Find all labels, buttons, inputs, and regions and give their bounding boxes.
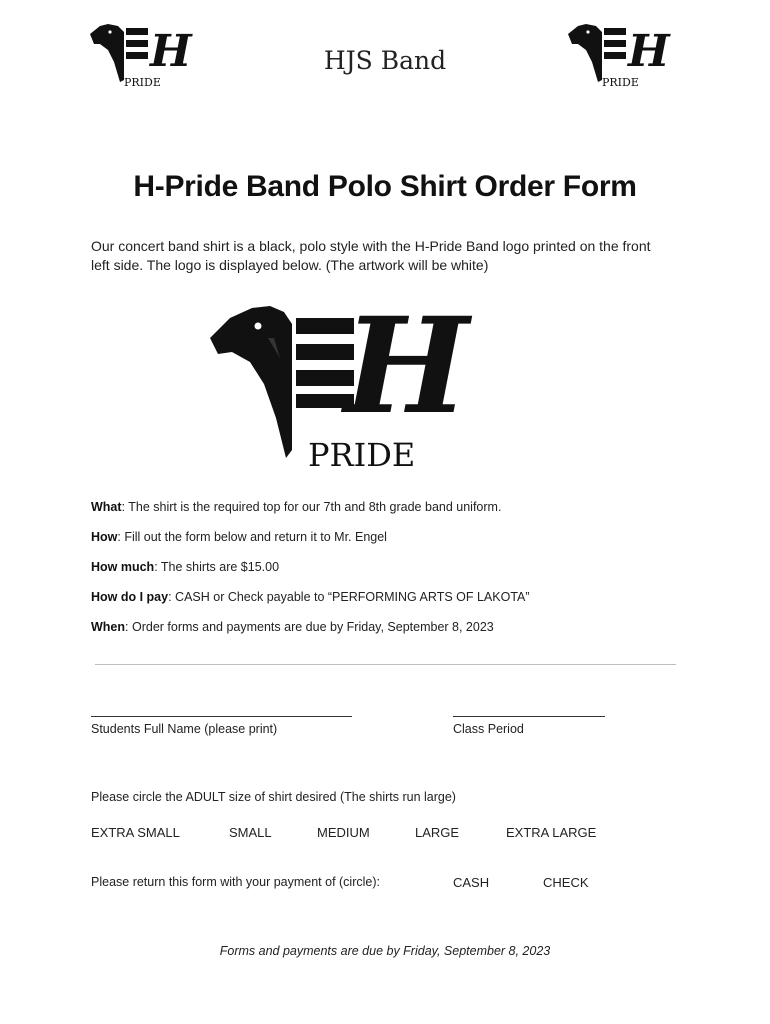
hpride-logo-large [208,298,502,474]
section-divider [95,664,676,665]
info-label: How much [91,560,155,574]
size-option-extra-large[interactable]: EXTRA LARGE [506,825,597,840]
info-text: : The shirt is the required top for our 7th and 8th grade band uniform. [121,500,502,514]
logo-h-letter: H [344,298,469,444]
size-option-medium[interactable]: MEDIUM [317,825,370,840]
info-when [91,620,494,634]
info-text: : Order forms and payments are due by Friday, September 8, 2023 [125,620,494,634]
info-how [91,530,387,544]
class-period-label: Class Period [453,722,524,736]
info-label: How [91,530,118,544]
payment-option-cash[interactable]: CASH [453,875,490,890]
info-what [91,500,501,514]
size-option-small[interactable]: SMALL [229,825,272,840]
logo-pride-text-right: PRIDE [602,76,639,89]
info-label: When [91,620,126,634]
size-option-extra-small[interactable]: EXTRA SMALL [91,825,180,840]
student-name-field[interactable] [91,716,352,717]
svg-text:H: H [150,26,192,77]
footer-note: Forms and payments are due by Friday, September 8, 2023 [219,944,551,958]
svg-text:H: H [628,26,670,77]
info-how-pay [91,590,530,604]
student-name-label: Students Full Name (please print) [91,722,278,736]
hpride-logo-right [566,22,680,92]
size-option-large[interactable]: LARGE [415,825,460,840]
info-how-much [91,560,279,574]
size-prompt: Please circle the ADULT size of shirt desired (The shirts run large) [91,790,456,804]
info-text: : CASH or Check payable to “PERFORMING ARTS OF LAKOTA” [168,590,530,604]
info-text: : Fill out the form below and return it to Mr. Engel [117,530,387,544]
payment-option-check[interactable]: CHECK [543,875,589,890]
intro-paragraph: Our concert band shirt is a black, polo style with the H-Pride Band logo printed on the front left side. The logo is displayed below. (The artwork will be white) [91,238,651,273]
payment-prompt: Please return this form with your payment of (circle): [91,875,380,889]
class-period-field[interactable] [453,716,605,717]
logo-pride-text: PRIDE [308,436,416,474]
logo-pride-text-left: PRIDE [124,76,161,89]
info-text: : The shirts are $15.00 [154,560,280,574]
band-name: HJS Band [323,46,447,75]
info-label: What [91,500,122,514]
page-title: H-Pride Band Polo Shirt Order Form [133,170,637,203]
info-label: How do I pay [91,590,169,604]
